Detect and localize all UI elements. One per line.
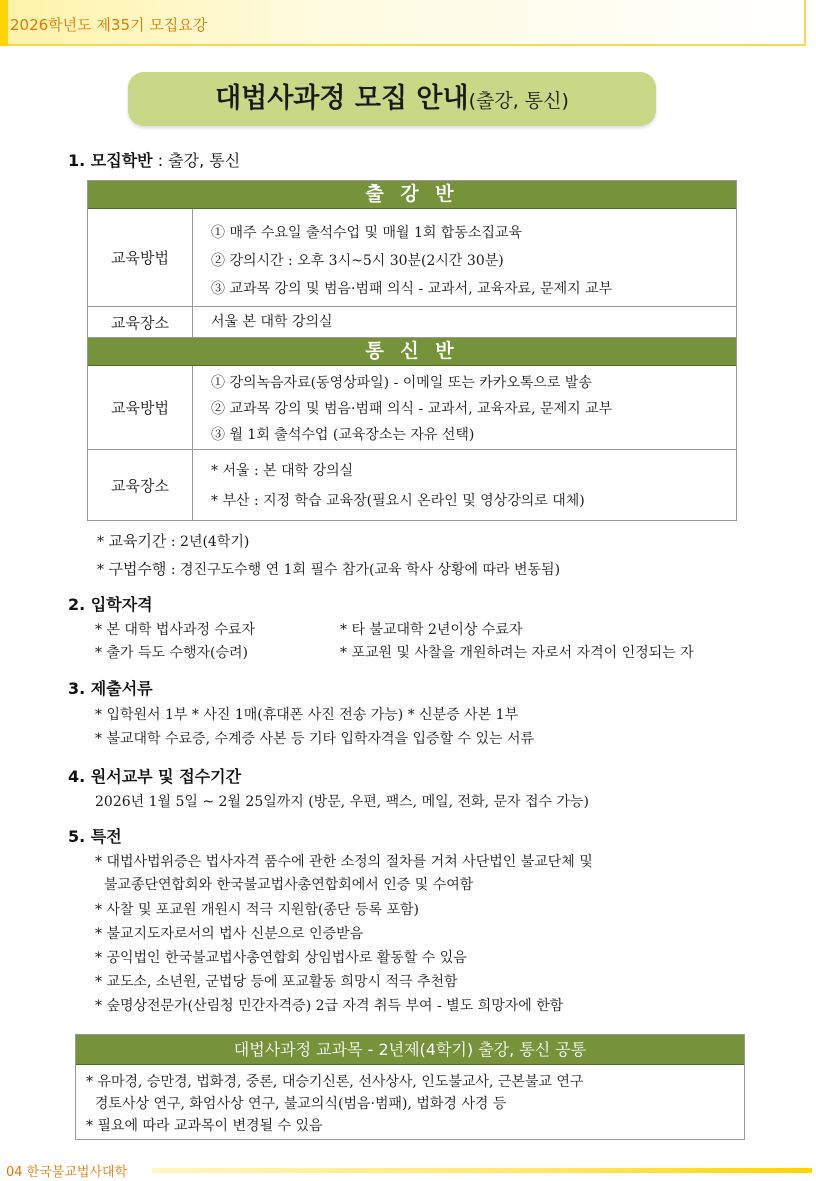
eligibility-item: * 타 불교대학 2년이상 수료자 xyxy=(340,622,523,638)
page-title xyxy=(128,72,656,126)
page-footer-label: 04 한국불교법사대학 xyxy=(6,1165,128,1180)
note-label: 구법수행 xyxy=(108,560,167,578)
benefit-item: * 공익법인 한국불교법사총연합회 상임법사로 활동할 수 있음 xyxy=(95,950,467,966)
chulgang-method-item: ② 강의시간 : 오후 3시~5시 30분(2시간 30분) xyxy=(211,253,504,269)
eligibility-item: * 포교원 및 사찰을 개원하려는 자로서 자격이 인정되는 자 xyxy=(340,645,694,661)
curriculum-line: 경토사상 연구, 화엄사상 연구, 불교의식(범음·범패), 법화경 사경 등 xyxy=(86,1096,507,1112)
tongsin-place-body xyxy=(193,450,736,520)
benefit-item: * 숲명상전문가(산림청 민간자격증) 2급 자격 취득 부여 - 별도 희망자에 한함 xyxy=(95,998,564,1014)
section-1-heading xyxy=(68,148,240,171)
curriculum-band: 대법사과정 교과목 - 2년제(4학기) 출강, 통신 공통 xyxy=(76,1035,744,1065)
section-5-heading xyxy=(68,824,122,847)
note-education-period xyxy=(97,530,249,551)
note-text: : 경진구도수행 연 1회 필수 참가(교육 학사 상황에 따라 변동됨) xyxy=(166,562,561,578)
benefit-item: * 사찰 및 포교원 개원시 적극 지원함(종단 등록 포함) xyxy=(95,902,420,918)
tongsin-method-row xyxy=(88,366,736,450)
section-2-title: 2. 입학자격 xyxy=(68,595,153,614)
benefit-item: * 대법사법위증은 법사자격 품수에 관한 소정의 절차를 거쳐 사단법인 불교단체 및 xyxy=(95,854,593,870)
section-4-title: 4. 원서교부 및 접수기간 xyxy=(68,767,242,786)
benefit-item: * 교도소, 소년원, 군법당 등에 포교활동 희망시 적극 추천함 xyxy=(95,974,458,990)
chulgang-band: 출 강 반 xyxy=(88,181,736,209)
tongsin-place-item: * 부산 : 지정 학습 교육장(필요시 온라인 및 영상강의로 대체) xyxy=(211,493,585,509)
benefit-item: 불교종단연합회와 한국불교법사총연합회에서 인증 및 수여함 xyxy=(95,877,474,893)
section-3-title: 3. 제출서류 xyxy=(68,679,153,698)
section-1-rest: : 출강, 통신 xyxy=(152,151,241,170)
tongsin-method-body xyxy=(193,366,736,449)
tongsin-method-item: ① 강의녹음자료(동영상파일) - 이메일 또는 카카오톡으로 발송 xyxy=(211,375,592,391)
chulgang-method-label: 교육방법 xyxy=(88,209,193,306)
tongsin-place-item: * 서울 : 본 대학 강의실 xyxy=(211,463,354,479)
tongsin-place-row xyxy=(88,450,736,520)
tongsin-place-label: 교육장소 xyxy=(88,450,193,520)
section-3-heading xyxy=(68,676,153,699)
tongsin-band: 통 신 반 xyxy=(88,338,736,366)
page-title-main: 대법사과정 모집 안내 xyxy=(215,83,469,114)
tongsin-method-item: ③ 월 1회 출석수업 (교육장소는 자유 선택) xyxy=(211,427,475,443)
document-item: * 입학원서 1부 * 사진 1매(휴대폰 사진 전송 가능) * 신분증 사본 1부 xyxy=(95,707,519,723)
eligibility-item: * 본 대학 법사과정 수료자 xyxy=(95,622,256,638)
curriculum-line: * 필요에 따라 교과목이 변경될 수 있음 xyxy=(86,1118,323,1134)
tongsin-method-item: ② 교과목 강의 및 범음·범패 의식 - 교과서, 교육자료, 문제지 교부 xyxy=(211,401,613,417)
chulgang-method-item: ① 매주 수요일 출석수업 및 매월 1회 합동소집교육 xyxy=(211,225,523,241)
chulgang-method-row xyxy=(88,209,736,307)
document-item: * 불교대학 수료증, 수계증 사본 등 기타 입학자격을 입증할 수 있는 서류 xyxy=(95,731,535,747)
chulgang-place-label: 교육장소 xyxy=(88,307,193,337)
section-2-heading xyxy=(68,592,153,615)
eligibility-item: * 출가 득도 수행자(승려) xyxy=(95,645,248,661)
curriculum-line: * 유마경, 승만경, 법화경, 중론, 대승기신론, 선사상사, 인도불교사, 근본불교 연구 xyxy=(86,1074,584,1090)
curriculum-box xyxy=(75,1034,745,1140)
section-4-heading xyxy=(68,764,241,787)
chulgang-method-body xyxy=(193,209,736,306)
tongsin-method-label: 교육방법 xyxy=(88,366,193,449)
footer xyxy=(0,1158,816,1180)
section-5-title: 5. 특전 xyxy=(68,827,122,846)
note-bullet: * xyxy=(97,534,109,550)
chulgang-table xyxy=(87,180,737,338)
page-title-sub: (출강, 통신) xyxy=(468,90,569,112)
footer-rule xyxy=(152,1168,812,1173)
section-1-title: 1. 모집학반 xyxy=(68,151,153,170)
note-label: 교육기간 xyxy=(108,532,167,550)
application-period: 2026년 1월 5일 ~ 2월 25일까지 (방문, 우편, 팩스, 메일, 전화, 문자 접수 가능) xyxy=(95,794,589,810)
note-text: : 2년(4학기) xyxy=(166,534,250,550)
header-right-rule xyxy=(804,0,806,46)
running-title: 2026학년도 제35기 모집요강 xyxy=(10,16,208,34)
header-banner xyxy=(0,0,806,46)
chulgang-method-item: ③ 교과목 강의 및 범음·범패 의식 - 교과서, 교육자료, 문제지 교부 xyxy=(211,281,613,297)
header-accent-bar xyxy=(0,0,8,46)
curriculum-body xyxy=(76,1065,744,1137)
benefit-item: * 불교지도자로서의 법사 신분으로 인증받음 xyxy=(95,926,364,942)
note-practice xyxy=(97,558,560,579)
chulgang-place-body xyxy=(193,307,736,337)
chulgang-place-row xyxy=(88,307,736,337)
chulgang-place-item: 서울 본 대학 강의실 xyxy=(211,314,333,330)
note-bullet: * xyxy=(97,562,109,578)
tongsin-table xyxy=(87,338,737,521)
